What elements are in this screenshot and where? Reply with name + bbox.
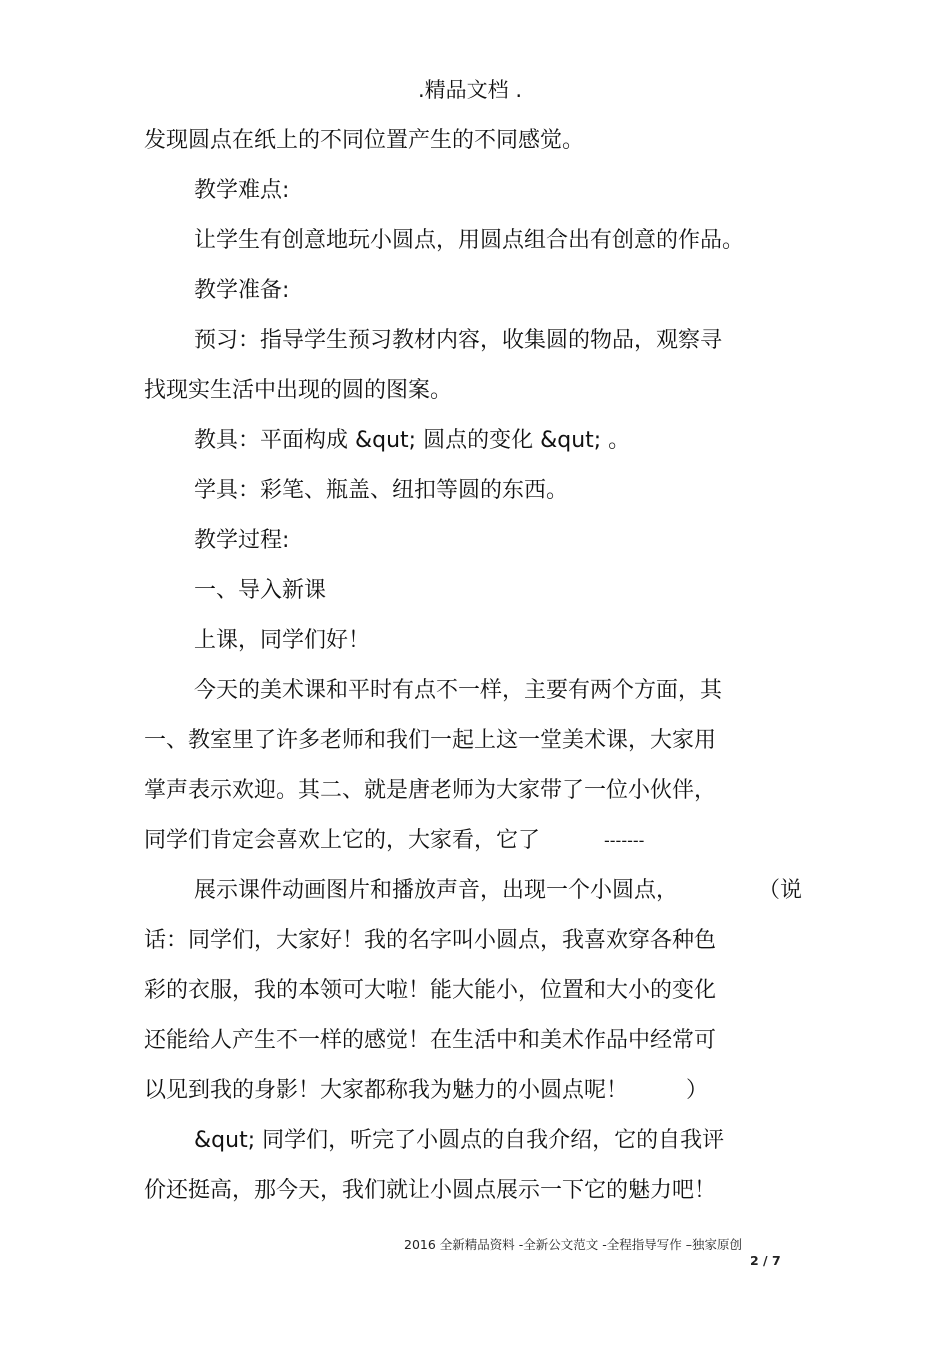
body-line: 同学们肯定会喜欢上它的，大家看，它了 bbox=[144, 828, 541, 853]
body-line: 找现实生活中出现的圆的图案。 bbox=[144, 378, 453, 403]
body-line: 预习：指导学生预习教材内容，收集圆的物品，观察寻 bbox=[194, 328, 723, 353]
section-heading: 教学难点: bbox=[194, 178, 290, 203]
body-line-dashes: ------- bbox=[604, 831, 645, 850]
section-heading: 教学过程: bbox=[194, 528, 290, 553]
body-line-paren: （说 bbox=[758, 878, 803, 903]
body-line: 一、教室里了许多老师和我们一起上这一堂美术课，大家用 bbox=[144, 728, 717, 753]
body-line: &qut; 同学们，听完了小圆点的自我介绍，它的自我评 bbox=[194, 1128, 725, 1153]
body-line: 话：同学们，大家好！我的名字叫小圆点，我喜欢穿各种色 bbox=[144, 928, 717, 953]
body-line: 上课，同学们好！ bbox=[194, 628, 371, 653]
body-line: 发现圆点在纸上的不同位置产生的不同感觉。 bbox=[144, 128, 585, 153]
body-line: 让学生有创意地玩小圆点，用圆点组合出有创意的作品。 bbox=[194, 228, 745, 253]
body-line: 教具：平面构成 &qut; 圆点的变化 &qut; 。 bbox=[194, 428, 631, 453]
footer-note: 2016 全新精品资料 -全新公文范文 -全程指导写作 –独家原创 bbox=[404, 1237, 742, 1252]
page-header: .精品文档 . bbox=[418, 78, 523, 102]
body-line: 今天的美术课和平时有点不一样，主要有两个方面，其 bbox=[194, 678, 723, 703]
body-line: 彩的衣服，我的本领可大啦！能大能小，位置和大小的变化 bbox=[144, 978, 717, 1003]
page-number: 2 / 7 bbox=[750, 1253, 781, 1268]
body-line: 还能给人产生不一样的感觉！在生活中和美术作品中经常可 bbox=[144, 1028, 717, 1053]
body-line: 展示课件动画图片和播放声音，出现一个小圆点， bbox=[194, 878, 679, 903]
body-line-paren: ） bbox=[686, 1078, 709, 1103]
section-heading: 教学准备: bbox=[194, 278, 290, 303]
body-line: 价还挺高，那今天，我们就让小圆点展示一下它的魅力吧！ bbox=[144, 1178, 717, 1203]
body-line: 掌声表示欢迎。其二、就是唐老师为大家带了一位小伙伴， bbox=[144, 778, 717, 803]
body-line: 学具：彩笔、瓶盖、纽扣等圆的东西。 bbox=[194, 478, 569, 503]
body-line: 以见到我的身影！大家都称我为魅力的小圆点呢！ bbox=[144, 1078, 629, 1103]
section-heading: 一、导入新课 bbox=[194, 578, 327, 603]
